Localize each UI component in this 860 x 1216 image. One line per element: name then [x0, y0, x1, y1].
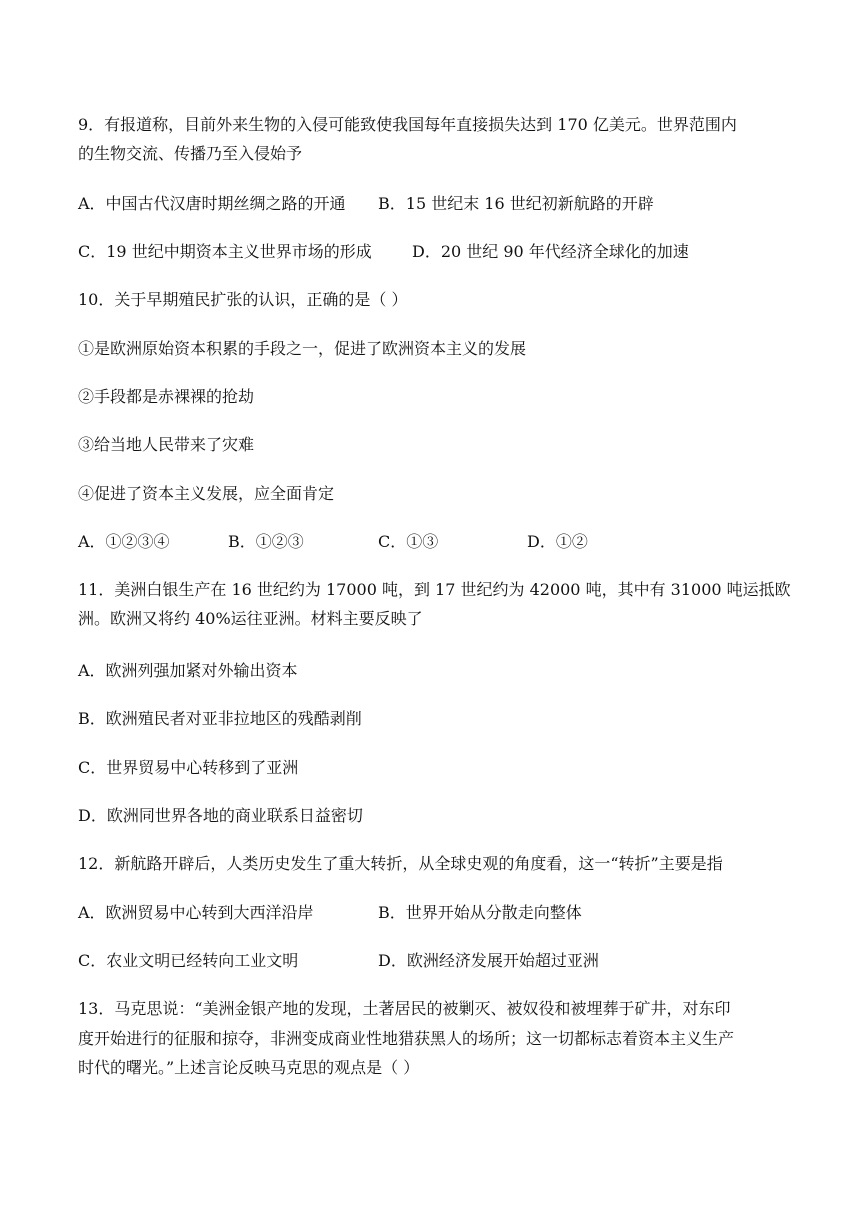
q10-statement-4: ④促进了资本主义发展，应全面肯定	[78, 484, 335, 503]
q11-option-d[interactable]: D．欧洲同世界各地的商业联系日益密切	[78, 806, 363, 825]
q11-stem-line1: 11．美洲白银生产在 16 世纪约为 17000 吨，到 17 世纪约为 42000 吨，其中有 31000 吨运抵欧	[78, 580, 791, 599]
q13-stem-line1: 13．马克思说：“美洲金银产地的发现，土著居民的被剿灭、被奴役和被埋葬于矿井，对东印	[78, 999, 731, 1018]
q10-option-a[interactable]: A．①②③④	[78, 532, 170, 551]
q12-stem: 12．新航路开辟后，人类历史发生了重大转折，从全球史观的角度看，这一“转折”主要是指	[78, 854, 723, 873]
q9-option-b[interactable]: B．15 世纪末 16 世纪初新航路的开辟	[378, 194, 654, 213]
q10-stem: 10．关于早期殖民扩张的认识，正确的是（ ）	[78, 290, 408, 309]
q12-option-c[interactable]: C．农业文明已经转向工业文明	[78, 951, 299, 970]
q11-option-b[interactable]: B．欧洲殖民者对亚非拉地区的残酷剥削	[78, 709, 362, 728]
q11-stem-line2: 洲。欧洲又将约 40%运往亚洲。材料主要反映了	[78, 609, 423, 628]
q10-option-b[interactable]: B．①②③	[228, 532, 304, 551]
q12-option-a[interactable]: A．欧洲贸易中心转到大西洋沿岸	[78, 903, 314, 922]
q13-stem-line2: 度开始进行的征服和掠夺，非洲变成商业性地猎获黑人的场所；这一切都标志着资本主义生产	[78, 1029, 735, 1048]
q9-stem-line2: 的生物交流、传播乃至入侵始予	[78, 144, 303, 163]
q9-option-d[interactable]: D．20 世纪 90 年代经济全球化的加速	[412, 242, 689, 261]
q9-stem-line1: 9．有报道称，目前外来生物的入侵可能致使我国每年直接损失达到 170 亿美元。世界范围内	[78, 115, 737, 134]
q12-option-b[interactable]: B．世界开始从分散走向整体	[378, 903, 582, 922]
q9-option-c[interactable]: C．19 世纪中期资本主义世界市场的形成	[78, 242, 372, 261]
q10-statement-3: ③给当地人民带来了灾难	[78, 435, 255, 454]
q10-option-d[interactable]: D．①②	[527, 532, 588, 551]
q11-option-a[interactable]: A．欧洲列强加紧对外输出资本	[78, 661, 298, 680]
q9-option-a[interactable]: A．中国古代汉唐时期丝绸之路的开通	[78, 194, 346, 213]
q13-stem-line3: 时代的曙光。”上述言论反映马克思的观点是（ ）	[78, 1058, 420, 1077]
q10-statement-1: ①是欧洲原始资本积累的手段之一，促进了欧洲资本主义的发展	[78, 339, 527, 358]
q10-option-c[interactable]: C．①③	[378, 532, 439, 551]
q12-option-d[interactable]: D．欧洲经济发展开始超过亚洲	[378, 951, 599, 970]
q10-statement-2: ②手段都是赤裸裸的抢劫	[78, 387, 255, 406]
q11-option-c[interactable]: C．世界贸易中心转移到了亚洲	[78, 758, 299, 777]
